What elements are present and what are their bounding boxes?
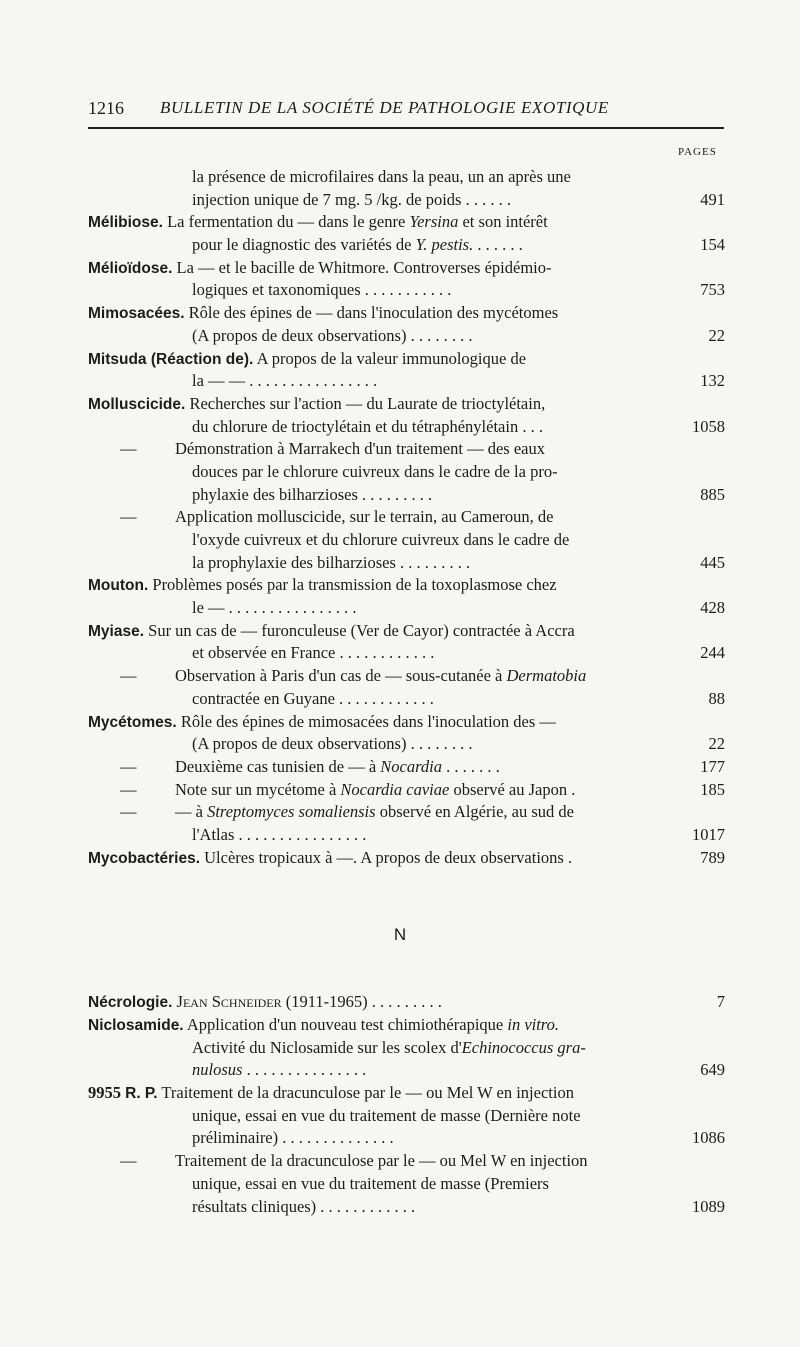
entry-text — [192, 325, 472, 348]
italic-term: Y. pestis. — [415, 235, 474, 255]
page-reference: 22 — [708, 734, 725, 754]
person-name: Jean Schneider — [176, 992, 282, 1012]
entry-body-cont: (1911-1965) . . . . . . . . . — [281, 992, 442, 1012]
entry-body: A propos de la valeur immunologique de — [253, 348, 527, 368]
entry-text — [192, 1127, 394, 1150]
index-line — [0, 1150, 800, 1173]
entry-term: Nécrologie. — [88, 994, 173, 1012]
entry-text — [175, 506, 553, 529]
index-line — [0, 824, 800, 847]
page-reference: 1089 — [692, 1196, 725, 1216]
page-reference: 491 — [700, 189, 725, 209]
entry-body: La — et le bacille de Whitmore. Controverses épidémio- — [172, 257, 552, 277]
index-line — [0, 257, 800, 280]
index-line — [0, 642, 800, 665]
dash-mark: — — [120, 1151, 137, 1171]
page-number: 1216 — [88, 98, 124, 118]
index-line — [0, 438, 800, 461]
entry-text — [88, 574, 557, 598]
entry-term: Mycétomes. — [88, 713, 177, 731]
italic-term: Streptomyces somaliensis — [207, 802, 376, 822]
entry-text — [88, 620, 575, 644]
dash-mark: — — [120, 507, 137, 527]
entry-body: du chlorure de trioctylétain et du tétraphénylétain . . . — [192, 416, 543, 436]
entry-body: La fermentation du — dans le genre — [162, 212, 410, 232]
entry-body: Recherches sur l'action — du Laurate de trioctylétain, — [185, 393, 546, 413]
entry-text — [88, 1082, 574, 1106]
index-line — [0, 991, 800, 1014]
entry-term: Niclosamide. — [88, 1017, 184, 1034]
italic-term: in vitro. — [507, 1015, 559, 1034]
entry-text — [192, 1173, 549, 1196]
page-reference: 445 — [700, 552, 725, 572]
page-reference: 154 — [700, 235, 725, 255]
entry-body: l'oxyde cuivreux et du chlorure cuivreux dans le cadre de — [192, 530, 570, 549]
italic-term: Echinococcus gra- — [461, 1037, 586, 1057]
page-reference: 753 — [700, 280, 725, 300]
entry-text — [88, 711, 556, 735]
entry-text — [192, 597, 357, 620]
entry-body: Traitement de la dracunculose par le — ou Mel W en injection — [157, 1083, 574, 1103]
index-line — [0, 370, 800, 393]
entry-body: la présence de microfilaires dans la peau, un an après une — [192, 167, 571, 186]
entry-text — [175, 801, 574, 824]
entry-term: Mycobactéries. — [88, 849, 200, 867]
section-gap — [0, 869, 800, 925]
page-reference: 22 — [708, 325, 725, 345]
index-line — [0, 529, 800, 552]
entry-body-cont: . . . . . . . . . . . . . . . — [242, 1060, 367, 1080]
entry-text — [192, 1037, 586, 1060]
italic-term: Nocardia caviae — [340, 779, 450, 799]
entry-body: résultats cliniques) . . . . . . . . . . . . — [192, 1196, 416, 1216]
italic-term: nulosus — [192, 1060, 243, 1080]
entry-term: Mélibiose. — [88, 214, 163, 232]
entry-body: préliminaire) . . . . . . . . . . . . . . — [192, 1128, 394, 1148]
header-rule — [88, 127, 724, 129]
index-line — [0, 416, 800, 439]
entry-term: Mélioïdose. — [88, 259, 173, 277]
index-line — [0, 302, 800, 325]
entry-text — [192, 688, 434, 711]
index-line — [0, 756, 800, 779]
entry-text — [192, 1196, 415, 1219]
entry-number: 9955 — [88, 1083, 121, 1103]
index-line — [0, 620, 800, 643]
entry-text — [192, 234, 523, 257]
index-entries — [0, 166, 800, 1218]
entry-body: Note sur un mycétome à — [175, 779, 341, 799]
italic-term: Nocardia — [380, 756, 443, 776]
page-reference: 885 — [700, 484, 725, 504]
entry-term: Myiase. — [88, 622, 145, 640]
running-header — [88, 98, 728, 128]
entry-text — [88, 847, 572, 871]
index-line — [0, 597, 800, 620]
entry-body: la prophylaxie des bilharzioses . . . . . . . . . — [192, 552, 471, 572]
entry-body: le — . . . . . . . . . . . . . . . . — [192, 598, 357, 618]
index-line — [0, 574, 800, 597]
entry-text — [192, 1059, 366, 1082]
entry-text — [88, 348, 526, 372]
entry-body: pour le diagnostic des variétés de — [192, 235, 416, 255]
entry-body: Démonstration à Marrakech d'un traitement — des eaux — [175, 439, 545, 459]
section-letter: N — [393, 925, 407, 945]
entry-text — [192, 370, 377, 393]
index-line — [0, 1037, 800, 1060]
entry-body: unique, essai en vue du traitement de masse (Premiers — [192, 1173, 549, 1193]
entry-body: Application molluscicide, sur le terrain, au Cameroun, de — [175, 507, 554, 527]
entry-body: phylaxie des bilharzioses . . . . . . . . . — [192, 484, 433, 504]
entry-body: la — — . . . . . . . . . . . . . . . . — [192, 371, 378, 391]
entry-body: Deuxième cas tunisien de — à — [175, 756, 381, 776]
entry-text — [175, 438, 545, 461]
index-line — [0, 733, 800, 756]
entry-body: Observation à Paris d'un cas de — sous-cutanée à — [175, 666, 507, 686]
index-line — [0, 1059, 800, 1082]
entry-text — [192, 552, 470, 575]
entry-body: Ulcères tropicaux à —. A propos de deux observations . — [200, 847, 573, 867]
page-reference: 1086 — [692, 1128, 725, 1148]
page-reference: 789 — [700, 847, 725, 867]
index-line — [0, 393, 800, 416]
index-line — [0, 779, 800, 802]
entry-body-cont: observé au Japon . — [449, 779, 576, 799]
dash-mark: — — [120, 756, 137, 776]
entry-body: Application d'un nouveau test chimiothérapique — [183, 1015, 508, 1034]
entry-text — [192, 166, 571, 189]
section-gap — [0, 965, 800, 991]
entry-text — [175, 665, 586, 688]
entry-text — [192, 484, 432, 507]
page-reference: 1058 — [692, 416, 725, 436]
page-reference: 177 — [700, 756, 725, 776]
entry-body: douces par le chlorure cuivreux dans le cadre de la pro- — [192, 461, 558, 481]
entry-text — [88, 257, 551, 281]
entry-body: contractée en Guyane . . . . . . . . . . . . — [192, 688, 434, 708]
dash-mark: — — [120, 802, 137, 822]
pages-column-label: PAGES — [678, 146, 717, 158]
page-reference: 428 — [700, 598, 725, 618]
entry-body: unique, essai en vue du traitement de masse (Dernière note — [192, 1105, 581, 1125]
index-line — [0, 1082, 800, 1105]
entry-term: R. P. — [125, 1085, 158, 1103]
entry-text — [88, 1014, 559, 1038]
entry-body-cont: observé en Algérie, au sud de — [375, 802, 574, 822]
entry-body: injection unique de 7 mg. 5 /kg. de poids . . . . . . — [192, 189, 511, 209]
index-line — [0, 1127, 800, 1150]
index-line — [0, 484, 800, 507]
entry-body: Rôle des épines de mimosacées dans l'inoculation des — — [176, 711, 556, 731]
entry-text — [192, 1105, 581, 1128]
page-reference: 88 — [708, 688, 725, 708]
entry-text — [88, 393, 545, 417]
entry-text — [192, 824, 366, 847]
index-line — [0, 189, 800, 212]
index-line — [0, 801, 800, 824]
entry-text — [192, 529, 569, 552]
index-line — [0, 325, 800, 348]
entry-body: Problèmes posés par la transmission de la toxoplasmose chez — [148, 575, 557, 595]
entry-text — [175, 1150, 588, 1173]
entry-term: Mouton. — [88, 577, 149, 595]
index-line — [0, 1014, 800, 1037]
index-line — [0, 1173, 800, 1196]
page-reference: 185 — [700, 779, 725, 799]
index-line — [0, 234, 800, 257]
entry-body: Rôle des épines de — dans l'inoculation des mycétomes — [184, 303, 559, 323]
entry-text — [192, 642, 434, 665]
entry-term: Mimosacées. — [88, 305, 185, 323]
page-reference: 1017 — [692, 824, 725, 844]
dash-mark: — — [120, 439, 137, 459]
index-line — [0, 506, 800, 529]
entry-text — [192, 733, 472, 756]
index-line — [0, 1196, 800, 1219]
entry-term: Molluscicide. — [88, 395, 186, 413]
entry-body: logiques et taxonomiques . . . . . . . . . . . — [192, 280, 452, 300]
page-reference: 132 — [700, 371, 725, 391]
index-line — [0, 279, 800, 302]
entry-body: l'Atlas . . . . . . . . . . . . . . . . — [192, 824, 367, 844]
index-line — [0, 1105, 800, 1128]
entry-text — [175, 779, 575, 802]
italic-term: Dermatobia — [506, 666, 587, 686]
entry-text — [192, 189, 511, 212]
italic-term: Yersina — [409, 212, 459, 232]
entry-text — [88, 211, 548, 235]
entry-body: (A propos de deux observations) . . . . . . . . — [192, 325, 473, 345]
entry-text — [88, 302, 558, 326]
index-line — [0, 211, 800, 234]
entry-text — [192, 416, 543, 439]
entry-body: Sur un cas de — furonculeuse (Ver de Cayor) contractée à Accra — [144, 620, 575, 640]
entry-body: et observée en France . . . . . . . . . . . . — [192, 643, 435, 663]
running-title: BULLETIN DE LA SOCIÉTÉ DE PATHOLOGIE EXOTIQUE — [160, 98, 609, 117]
page-reference: 649 — [700, 1060, 725, 1080]
dash-mark: — — [120, 666, 137, 686]
index-line — [0, 711, 800, 734]
entry-term: Mitsuda (Réaction de). — [88, 350, 254, 368]
page-reference: 7 — [716, 992, 725, 1012]
entry-body: Activité du Niclosamide sur les scolex d' — [192, 1037, 462, 1057]
index-line — [0, 847, 800, 870]
entry-text — [175, 756, 500, 779]
index-line — [0, 665, 800, 688]
index-line — [0, 688, 800, 711]
entry-body: Traitement de la dracunculose par le — ou Mel W en injection — [175, 1151, 588, 1171]
entry-text — [88, 991, 442, 1015]
entry-body-cont: . . . . . . . — [442, 756, 500, 776]
entry-body-cont: et son intérêt — [458, 212, 548, 232]
index-line — [0, 461, 800, 484]
index-line — [0, 348, 800, 371]
entry-text — [192, 461, 558, 484]
dash-mark: — — [120, 779, 137, 799]
index-line — [0, 166, 800, 189]
entry-text — [192, 279, 451, 302]
entry-body: — à — [175, 802, 208, 822]
entry-body-cont: . . . . . . — [473, 235, 523, 255]
entry-body: (A propos de deux observations) . . . . . . . . — [192, 734, 473, 754]
page-reference: 244 — [700, 643, 725, 663]
index-line — [0, 552, 800, 575]
